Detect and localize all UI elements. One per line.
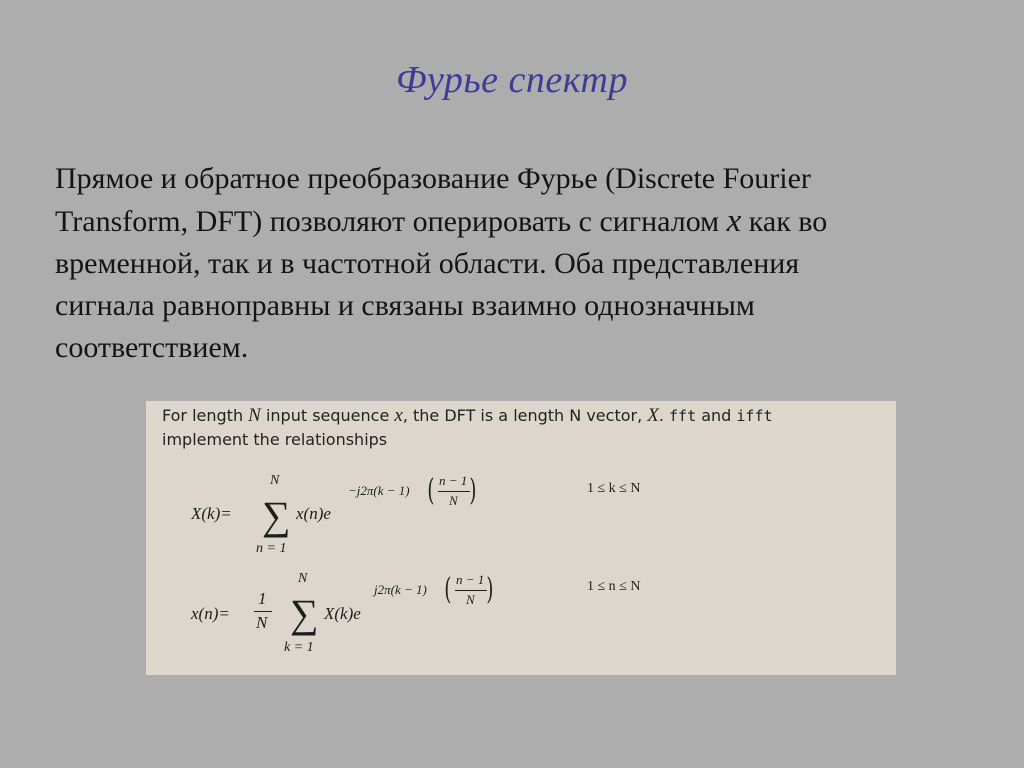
inverse-left-paren: ( <box>444 572 452 607</box>
forward-exp-numerator: n − 1 <box>439 473 468 488</box>
forward-lhs: X(k)= <box>191 504 232 523</box>
forward-term: x(n)e <box>296 504 331 523</box>
panel-intro-line-2: implement the relationships <box>162 430 388 449</box>
intro-var-X: X <box>647 405 659 426</box>
forward-sigma: ∑ <box>262 493 291 538</box>
body-line-2-text: Transform, DFT) позволяют оперировать с сигналом <box>55 205 720 238</box>
inverse-exp-denominator: N <box>466 592 475 607</box>
inverse-frac-numerator: 1 <box>258 589 267 608</box>
intro-fft-code: fft <box>669 407 697 425</box>
slide-title: Фурье спектр <box>395 59 629 101</box>
inverse-term: X(k)e <box>324 604 361 623</box>
dft-formula-panel <box>146 401 896 675</box>
forward-sum-upper: N <box>270 473 280 488</box>
intro-part-2: input sequence <box>260 406 395 425</box>
inverse-range: 1 ≤ n ≤ N <box>587 579 641 594</box>
body-line-1: Прямое и обратное преобразование Фурье (Discrete Fourier <box>55 162 811 195</box>
forward-exponent-prefix: −j2π(k − 1) <box>348 483 410 498</box>
intro-var-x: x <box>394 405 403 426</box>
inverse-right-paren: ) <box>486 572 494 607</box>
inverse-sigma: ∑ <box>290 591 319 636</box>
inverse-lhs: x(n)= <box>191 604 230 623</box>
panel-intro-line-1 <box>162 404 773 428</box>
intro-ifft-code: ifft <box>736 407 773 425</box>
body-line-4: сигнала равноправны и связаны взаимно однозначным <box>55 289 755 322</box>
inverse-sum-lower: k = 1 <box>284 640 314 655</box>
forward-left-paren: ( <box>427 473 435 508</box>
intro-part-4: . <box>658 406 670 425</box>
body-paragraph <box>55 158 975 369</box>
inverse-exponent-prefix: j2π(k − 1) <box>374 582 427 597</box>
body-line-2-tail: как во <box>748 205 828 238</box>
forward-exp-denominator: N <box>449 493 458 508</box>
intro-part-1: For length <box>162 406 249 425</box>
inverse-exp-numerator: n − 1 <box>456 572 485 587</box>
panel-intro-text <box>162 404 773 452</box>
forward-right-paren: ) <box>469 473 477 508</box>
forward-exp-fraction-bar <box>438 491 470 492</box>
body-line-5: соответствием. <box>55 331 249 364</box>
forward-range: 1 ≤ k ≤ N <box>587 481 641 496</box>
signal-variable-x: x <box>726 203 742 239</box>
body-line-3: временной, так и в частотной области. Оба представления <box>55 247 800 280</box>
intro-var-N: N <box>248 405 261 426</box>
inverse-frac-denominator: N <box>256 613 268 632</box>
intro-part-3: , the DFT is a length N vector, <box>402 406 648 425</box>
body-line-2 <box>55 200 975 243</box>
intro-part-5: and <box>696 406 737 425</box>
inverse-sum-upper: N <box>298 571 308 586</box>
inverse-frac-bar <box>254 611 272 612</box>
inverse-exp-fraction-bar <box>455 590 487 591</box>
forward-sum-lower: n = 1 <box>256 541 287 556</box>
